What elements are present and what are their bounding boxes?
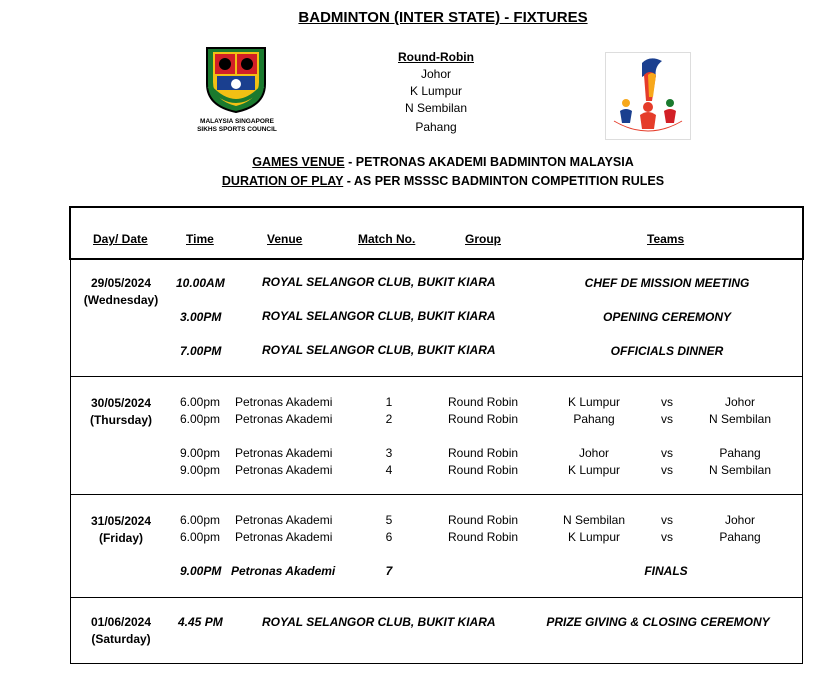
vs-label: vs: [661, 513, 673, 527]
page-title: BADMINTON (INTER STATE) - FIXTURES: [298, 9, 588, 26]
team-home: Pahang: [573, 412, 615, 426]
team-away: Pahang: [719, 530, 761, 544]
row-divider: [70, 376, 803, 377]
match-time: 9.00pm: [180, 463, 221, 477]
match-number: 5: [385, 513, 393, 527]
match-time: 6.00pm: [180, 513, 221, 527]
event-name: PRIZE GIVING & CLOSING CEREMONY: [546, 615, 770, 629]
team-home: Johor: [578, 446, 610, 460]
table-border-right: [802, 258, 803, 664]
games-logo: [605, 52, 691, 140]
event-venue: ROYAL SELANGOR CLUB, BUKIT KIARA: [262, 275, 496, 289]
games-venue-value: - PETRONAS AKADEMI BADMINTON MALAYSIA: [344, 155, 634, 169]
day-date: 30/05/2024: [90, 396, 152, 410]
header-venue: Venue: [267, 232, 303, 246]
match-group: Round Robin: [448, 446, 519, 460]
event-time: 10.00AM: [176, 276, 225, 290]
day-date: 01/06/2024: [90, 615, 152, 629]
team-home: N Sembilan: [562, 513, 626, 527]
team-away: Pahang: [719, 446, 761, 460]
vs-label: vs: [661, 446, 673, 460]
match-venue: Petronas Akademi: [235, 513, 333, 527]
table-border-bottom: [70, 663, 803, 664]
header-time: Time: [186, 232, 214, 246]
sports-council-logo: [203, 44, 269, 114]
event-time: 7.00PM: [180, 344, 222, 358]
match-number: 6: [385, 530, 393, 544]
match-number: 4: [385, 463, 393, 477]
finals-label: FINALS: [644, 564, 688, 578]
match-number: 3: [385, 446, 393, 460]
final-time: 9.00PM: [180, 564, 222, 578]
event-venue: ROYAL SELANGOR CLUB, BUKIT KIARA: [262, 343, 496, 357]
team-home: K Lumpur: [567, 530, 621, 544]
team-away: N Sembilan: [708, 412, 772, 426]
duration-label: DURATION OF PLAY: [221, 174, 344, 188]
match-venue: Petronas Akademi: [235, 412, 333, 426]
round-robin-team: Pahang: [415, 120, 457, 134]
round-robin-team: N Sembilan: [404, 101, 468, 115]
round-robin-team: Johor: [420, 67, 452, 81]
duration-value: - AS PER MSSSC BADMINTON COMPETITION RULES: [343, 174, 665, 188]
match-group: Round Robin: [448, 513, 519, 527]
event-venue: ROYAL SELANGOR CLUB, BUKIT KIARA: [262, 309, 496, 323]
match-venue: Petronas Akademi: [235, 463, 333, 477]
day-name: (Saturday): [91, 632, 151, 646]
day-name: (Thursday): [89, 413, 152, 427]
match-group: Round Robin: [448, 395, 519, 409]
table-header: [69, 206, 804, 260]
match-time: 6.00pm: [180, 530, 221, 544]
header-day: Day/ Date: [93, 232, 148, 246]
match-venue: Petronas Akademi: [235, 395, 333, 409]
team-away: Johor: [724, 513, 756, 527]
match-time: 6.00pm: [180, 395, 221, 409]
duration-line: [0, 174, 836, 188]
vs-label: vs: [661, 395, 673, 409]
vs-label: vs: [661, 530, 673, 544]
final-match-number: 7: [385, 564, 393, 578]
day-date: 29/05/2024: [90, 276, 152, 290]
match-time: 6.00pm: [180, 412, 221, 426]
match-time: 9.00pm: [180, 446, 221, 460]
match-group: Round Robin: [448, 463, 519, 477]
match-group: Round Robin: [448, 530, 519, 544]
round-robin-team: K Lumpur: [409, 84, 463, 98]
logo-caption: MALAYSIA SINGAPORE SIKHS SPORTS COUNCIL: [197, 118, 277, 133]
event-name: OPENING CEREMONY: [602, 310, 731, 324]
vs-label: vs: [661, 412, 673, 426]
vs-label: vs: [661, 463, 673, 477]
header-group: Group: [465, 232, 501, 246]
row-divider: [70, 494, 803, 495]
team-home: K Lumpur: [567, 463, 621, 477]
row-divider: [70, 597, 803, 598]
match-number: 2: [385, 412, 393, 426]
team-away: N Sembilan: [708, 463, 772, 477]
match-number: 1: [385, 395, 393, 409]
header-match: Match No.: [358, 232, 416, 246]
table-border-left: [70, 258, 71, 664]
event-time: 3.00PM: [180, 310, 222, 324]
day-name: (Friday): [98, 531, 143, 545]
day-date: 31/05/2024: [90, 514, 152, 528]
match-group: Round Robin: [448, 412, 519, 426]
match-venue: Petronas Akademi: [235, 530, 333, 544]
event-venue: ROYAL SELANGOR CLUB, BUKIT KIARA: [262, 615, 496, 629]
round-robin-title: Round-Robin: [398, 50, 474, 64]
match-venue: Petronas Akademi: [235, 446, 333, 460]
games-venue-label: GAMES VENUE: [252, 155, 345, 169]
day-name: (Wednesday): [83, 293, 159, 307]
event-name: OFFICIALS DINNER: [610, 344, 724, 358]
team-away: Johor: [724, 395, 756, 409]
team-home: K Lumpur: [567, 395, 621, 409]
event-time: 4.45 PM: [178, 615, 223, 629]
header-teams: Teams: [647, 232, 685, 246]
games-venue-line: [0, 155, 836, 169]
final-venue: Petronas Akademi: [231, 564, 336, 578]
event-name: CHEF DE MISSION MEETING: [584, 276, 750, 290]
